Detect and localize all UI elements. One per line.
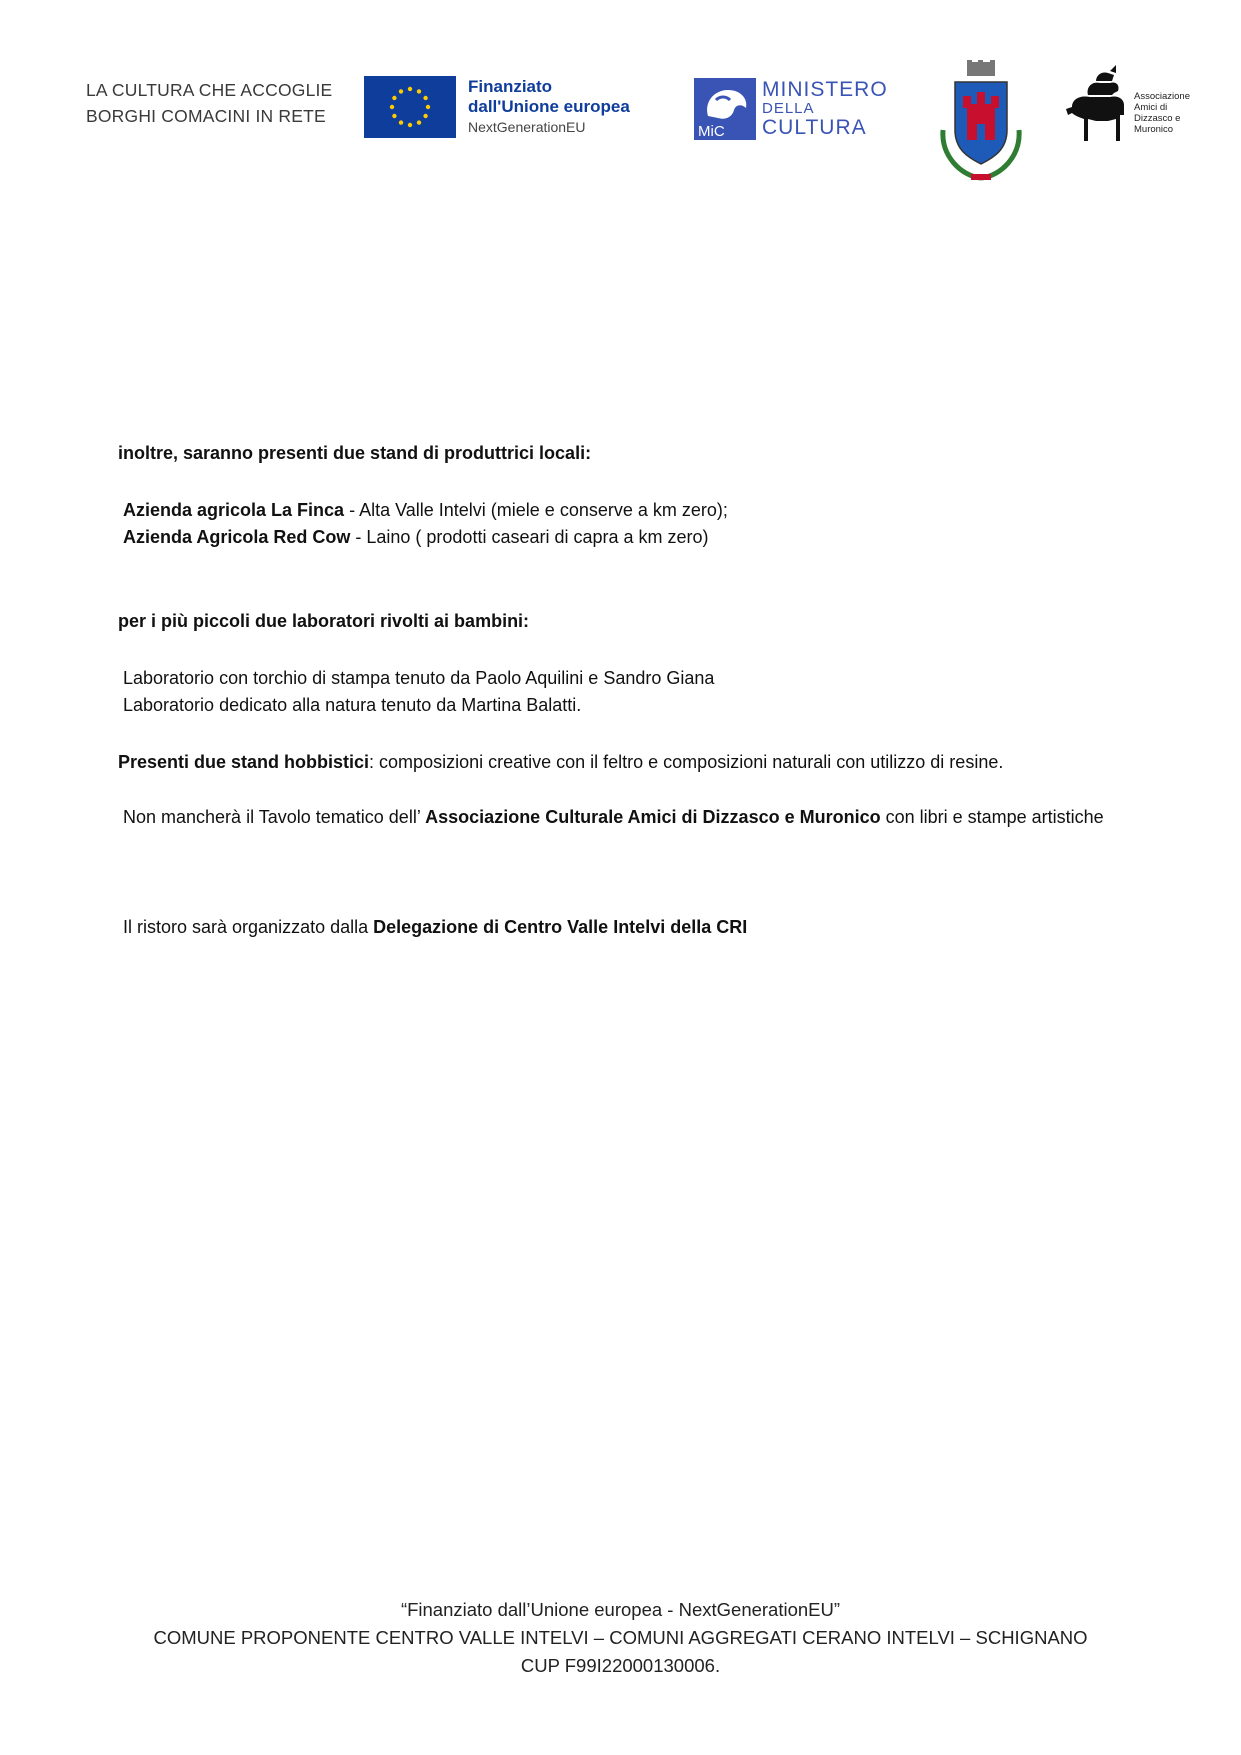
eu-star-icon <box>423 96 427 100</box>
association-line2: Amici di <box>1134 102 1168 113</box>
stands-intro-text: inoltre, saranno presenti due stand di produttrici locali: <box>118 443 592 463</box>
project-title-line2: BORGHI COMACINI IN RETE <box>86 106 326 126</box>
mic-mark: MiC <box>698 123 725 140</box>
footer-municipalities-line: COMUNE PROPONENTE CENTRO VALLE INTELVI – COMUNI AGGREGATI CERANO INTELVI – SCHIGNANO <box>153 1627 1088 1648</box>
table-text-post: con libri e stampe artistiche <box>880 807 1104 827</box>
mic-text-line3: CULTURA <box>762 116 867 139</box>
lab-item-nature: Laboratorio dedicato alla natura tenuto da Martina Balatti. <box>123 695 582 715</box>
footer-funding-line: “Finanziato dall’Unione europea - NextGenerationEU” <box>400 1599 841 1620</box>
association-name-bold: Associazione Culturale Amici di Dizzasco e Muronico <box>425 807 881 827</box>
ristoro-text: Il ristoro sarà organizzato dalla <box>123 917 374 937</box>
project-title <box>86 77 332 129</box>
mic-text-line1: MINISTERO <box>762 78 888 101</box>
table-text-pre: Non mancherà il Tavolo tematico dell’ <box>123 807 426 827</box>
eu-star-icon <box>417 120 421 124</box>
eu-star-icon <box>392 96 396 100</box>
stand-name: Azienda agricola La Finca <box>123 500 345 520</box>
eu-star-icon <box>399 89 403 93</box>
eu-star-icon <box>426 105 430 109</box>
stand-item-la-finca <box>123 497 728 523</box>
page-footer <box>0 1596 1241 1680</box>
stands-intro <box>118 440 591 466</box>
ristoro-paragraph <box>123 914 747 940</box>
eu-text-line3: NextGenerationEU <box>468 119 586 135</box>
mic-text-line2: DELLA <box>762 100 815 117</box>
hobby-paragraph <box>118 748 1128 776</box>
association-line1: Associazione <box>1134 91 1190 102</box>
association-name <box>1134 91 1190 135</box>
project-title-line1: LA CULTURA CHE ACCOGLIE <box>86 80 333 100</box>
ministero-cultura-logo <box>694 78 888 140</box>
eu-logo <box>364 76 630 138</box>
stand-description: - Laino ( prodotti caseari di capra a km zero) <box>350 527 709 547</box>
stand-item-red-cow <box>123 524 709 550</box>
stand-description: - Alta Valle Intelvi (miele e conserve a km zero); <box>344 500 728 520</box>
eu-text-line1: Finanziato <box>468 77 553 96</box>
stand-name: Azienda Agricola Red Cow <box>123 527 351 547</box>
hobby-heading: Presenti due stand hobbistici <box>118 752 370 772</box>
eu-star-icon <box>392 114 396 118</box>
eu-star-icon <box>408 87 412 91</box>
footer-cup-line: CUP F99I22000130006. <box>520 1655 721 1676</box>
association-animals-logo-icon <box>1066 65 1130 145</box>
kids-intro <box>118 608 529 634</box>
association-line4: Muronico <box>1134 124 1174 135</box>
mic-emblem-icon <box>694 78 756 140</box>
eu-flag-icon <box>364 76 456 138</box>
hobby-text: : composizioni creative con il feltro e composizioni naturali con utilizzo di resine. <box>369 752 1004 772</box>
eu-text-line2: dall'Unione europea <box>468 97 630 116</box>
eu-star-icon <box>408 123 412 127</box>
letterhead <box>0 60 1241 190</box>
municipal-crest-icon <box>935 60 1027 186</box>
lab-item-press: Laboratorio con torchio di stampa tenuto da Paolo Aquilini e Sandro Giana <box>123 668 715 688</box>
eu-star-icon <box>390 105 394 109</box>
eu-star-icon <box>399 120 403 124</box>
association-table-paragraph <box>118 803 1128 831</box>
eu-star-icon <box>417 89 421 93</box>
kids-intro-text: per i più piccoli due laboratori rivolti ai bambini: <box>118 611 530 631</box>
eu-star-icon <box>423 114 427 118</box>
association-line3: Dizzasco e <box>1134 113 1181 124</box>
ristoro-organizer: Delegazione di Centro Valle Intelvi della CRI <box>373 917 748 937</box>
